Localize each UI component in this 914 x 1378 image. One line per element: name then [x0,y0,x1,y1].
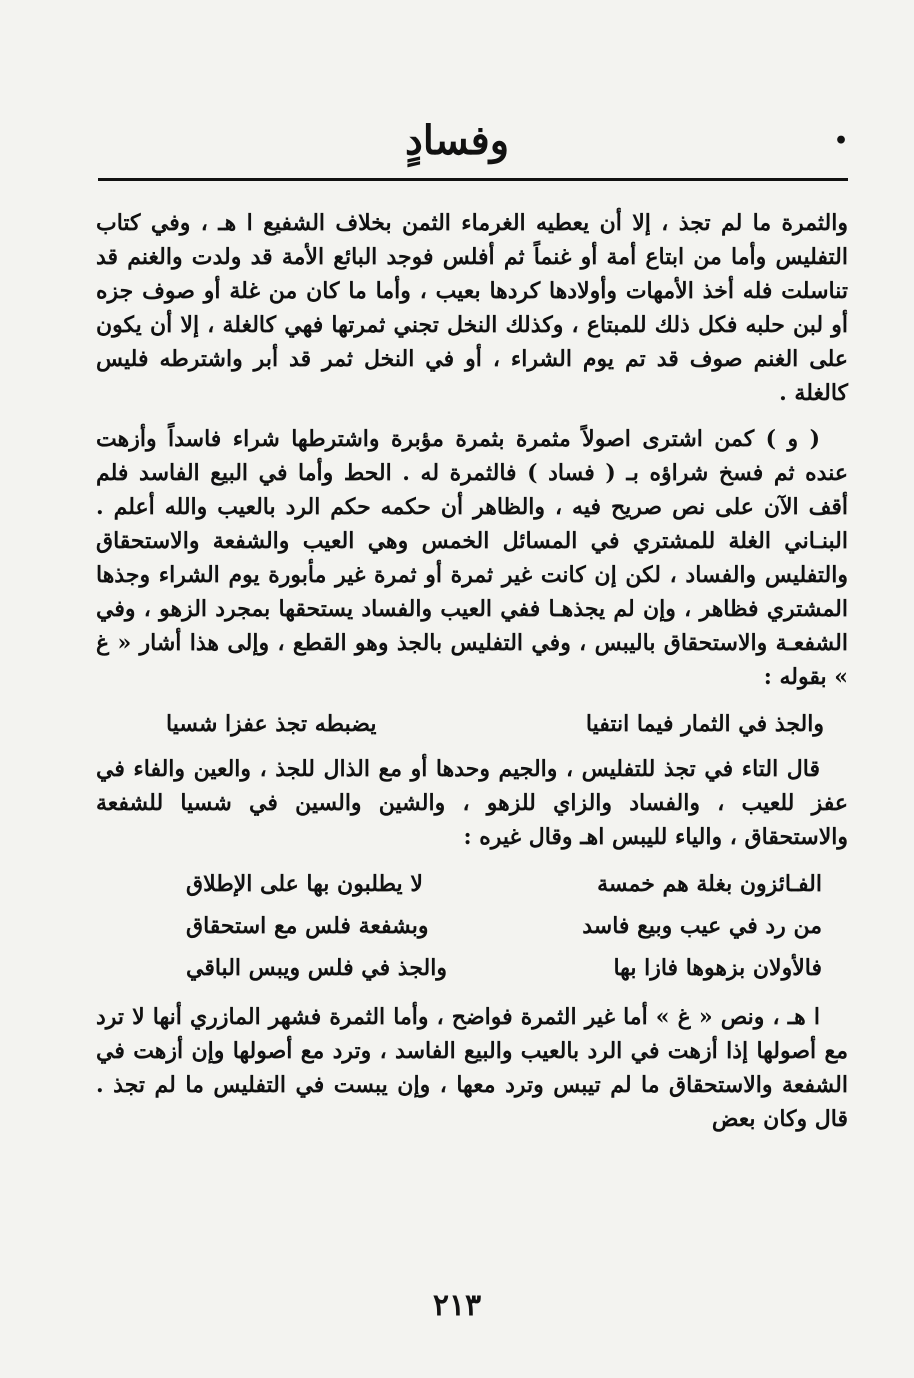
poem-second-hemistich: لا يطلبون بها على الإطلاق [186,871,423,897]
header-marker: • [833,128,848,154]
paragraph-3: قال التاء في تجذ للتفليس ، والجيم وحدها أو مع الذال للجذ ، والعين والفاء في عفز للعيب ، والفساد والزاي للزهو ، والشين والسين في شسيا للشفعة والاستحقاق ، والياء لليبس اهـ وقال غيره : [96,756,848,850]
poem-first-hemistich: الفـائزون بغلة هم خمسة [597,871,822,897]
verse-first-hemistich: والجذ في الثمار فيما انتفيا [585,711,824,737]
poem-second-hemistich: وبشفعة فلس مع استحقاق [186,913,429,939]
header-rule [98,178,848,181]
verse-second-hemistich: يضبطه تجذ عفزا شسيا [166,711,377,737]
page-number: ٢١٣ [432,1288,482,1323]
paragraph-4: ا هـ ، ونص « غ » أما غير الثمرة فواضح ، وأما الثمرة فشهر المازري أنها لا ترد مع أصولها إذا أزهت في الرد بالعيب والبيع الفاسد ، وترد مع أصولها وإن أزهت في الشفعة والاستحقاق ما لم تيبس وترد معها ، وإن يبست في التفليس ما لم تجذ . قال وكان بعض [96,1004,848,1132]
poem-line [96,908,848,944]
poem-line [96,950,848,986]
poem-second-hemistich: والجذ في فلس ويبس الباقي [186,955,447,981]
poem-block [96,866,848,986]
page-body [96,206,848,1148]
paragraph-2: ( و ) كمن اشترى اصولاً مثمرة بثمرة مؤبرة واشترطها شراء فاسداً وأزهت عنده ثم فسخ شراؤه بـ ( فساد ) فالثمرة له . الحط وأما في البيع الفاسد فلم أقف الآن على نص صريح فيه ، والظاهر أن حكمه حكم الرد بالعيب والله أعلم . البنـاني الغلة للمشتري في المسائل الخمس وهي العيب والشفعة والاستحقاق والتفليس والفساد ، لكن إن كانت غير ثمرة أو ثمرة غير مأبورة يوم الشراء وجذها المشتري فظاهر ، وإن لم يجذهـا ففي العيب والفساد يستحقها بمجرد الزهو ، وفي الشفعـة والاستحقاق باليبس ، وفي التفليس بالجذ وهو القطع ، وإلى هذا أشار « غ » بقوله : [96,426,848,690]
poem-first-hemistich: فالأولان بزهوها فازا بها [613,955,822,981]
poem-first-hemistich: من رد في عيب وبيع فاسد [582,913,822,939]
poem-line [96,866,848,902]
page-header-title: وفسادٍ [404,117,510,164]
verse-line [96,706,848,742]
paragraph-1: والثمرة ما لم تجذ ، إلا أن يعطيه الغرماء الثمن بخلاف الشفيع ا هـ ، وفي كتاب التفليس وأما من ابتاع أمة أو غنماً ثم أفلس فوجد البائع الأمة قد ولدت والغنم قد تناسلت فله أخذ الأمهات وأولادها كردها بعيب ، وأما ما كان من غلة أو صوف جزه أو لبن حلبه فكل ذلك للمبتاع ، وكذلك النخل تجني ثمرتها فهي كالغلة ، إلا أن يكون على الغنم صوف قد تم يوم الشراء ، أو في النخل ثمر قد أبر واشترطه فليس كالغلة . [96,210,848,406]
